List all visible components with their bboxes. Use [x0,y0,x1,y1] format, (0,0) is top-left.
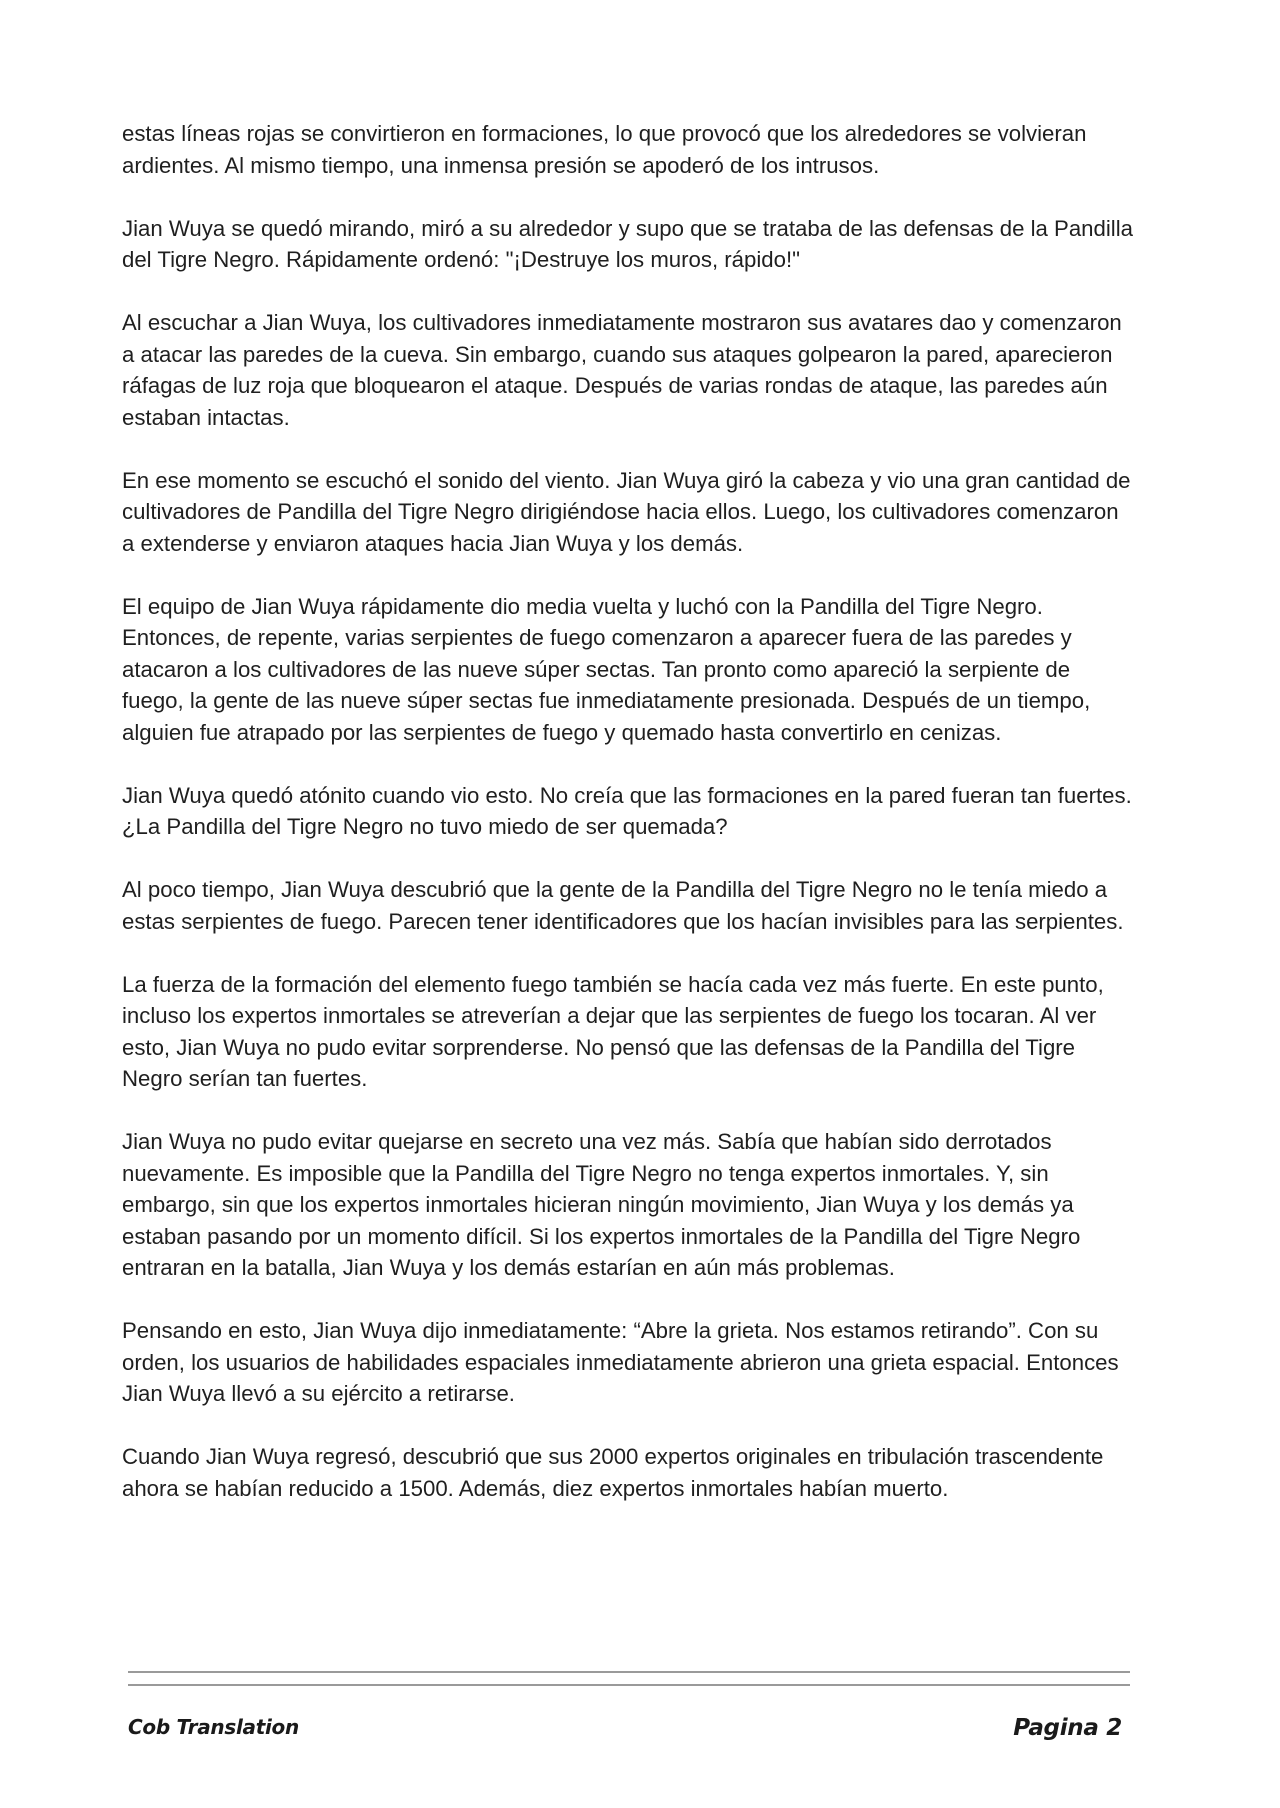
paragraph: estas líneas rojas se convirtieron en formaciones, lo que provocó que los alrededores se volvieran ardientes. Al mismo tiempo, una inmensa presión se apoderó de los intrusos. [122,121,1087,178]
footer-translator-name: Cob Translation [128,1715,299,1739]
paragraph: Jian Wuya no pudo evitar quejarse en secreto una vez más. Sabía que habían sido derrotados nuevamente. Es imposible que la Pandilla del Tigre Negro no tenga expertos inmortales. Y, sin embargo, sin que los expertos inmortales hicieran ningún movimiento, Jian Wuya y los demás ya estaban pasando por un momento difícil. Si los expertos inmortales de la Pandilla del Tigre Negro entraran en la batalla, Jian Wuya y los demás estarían en aún más problemas. [122,1129,1081,1280]
paragraph: El equipo de Jian Wuya rápidamente dio media vuelta y luchó con la Pandilla del Tigre Negro. Entonces, de repente, varias serpientes de fuego comenzaron a aparecer fuera de las paredes y atacaron a los cultivadores de las nueve súper sectas. Tan pronto como apareció la serpiente de fuego, la gente de las nueve súper sectas fue inmediatamente presionada. Después de un tiempo, alguien fue atrapado por las serpientes de fuego y quemado hasta convertirlo en cenizas. [122,593,1091,745]
paragraph: Jian Wuya quedó atónito cuando vio esto. No creía que las formaciones en la pared fueran tan fuertes. ¿La Pandilla del Tigre Negro no tuvo miedo de ser quemada? [122,782,1132,839]
paragraph: La fuerza de la formación del elemento fuego también se hacía cada vez más fuerte. En este punto, incluso los expertos inmortales se atreverían a dejar que las serpientes de fuego los tocaran. Al ver esto, Jian Wuya no pudo evitar sorprenderse. No pensó que las defensas de la Pandilla del Tigre Negro serían tan fuertes. [122,971,1104,1091]
paragraph: Cuando Jian Wuya regresó, descubrió que sus 2000 expertos originales en tribulación trascendente ahora se habían reducido a 1500. Además, diez expertos inmortales habían muerto. [122,1444,1104,1501]
footer-divider-top [128,1671,1130,1673]
paragraph: Al escuchar a Jian Wuya, los cultivadores inmediatamente mostraron sus avatares dao y comenzaron a atacar las paredes de la cueva. Sin embargo, cuando sus ataques golpearon la pared, aparecieron ráfagas de luz roja que bloquearon el ataque. Después de varias rondas de ataque, las paredes aún estaban intactas. [122,310,1122,430]
paragraph: Pensando en esto, Jian Wuya dijo inmediatamente: “Abre la grieta. Nos estamos retirando”. Con su orden, los usuarios de habilidades espaciales inmediatamente abrieron una grieta espacial. Entonces Jian Wuya llevó a su ejército a retirarse. [122,1318,1119,1406]
document-body [122,118,1137,1536]
footer-page-number: Pagina 2 [1013,1715,1122,1741]
footer-divider-bottom [128,1684,1130,1686]
paragraph: Al poco tiempo, Jian Wuya descubrió que la gente de la Pandilla del Tigre Negro no le tenía miedo a estas serpientes de fuego. Parecen tener identificadores que los hacían invisibles para las serpientes. [122,877,1124,934]
paragraph: Jian Wuya se quedó mirando, miró a su alrededor y supo que se trataba de las defensas de la Pandilla del Tigre Negro. Rápidamente ordenó: "¡Destruye los muros, rápido!" [122,215,1133,272]
paragraph: En ese momento se escuchó el sonido del viento. Jian Wuya giró la cabeza y vio una gran cantidad de cultivadores de Pandilla del Tigre Negro dirigiéndose hacia ellos. Luego, los cultivadores comenzaron a extenderse y enviaron ataques hacia Jian Wuya y los demás. [122,467,1131,556]
